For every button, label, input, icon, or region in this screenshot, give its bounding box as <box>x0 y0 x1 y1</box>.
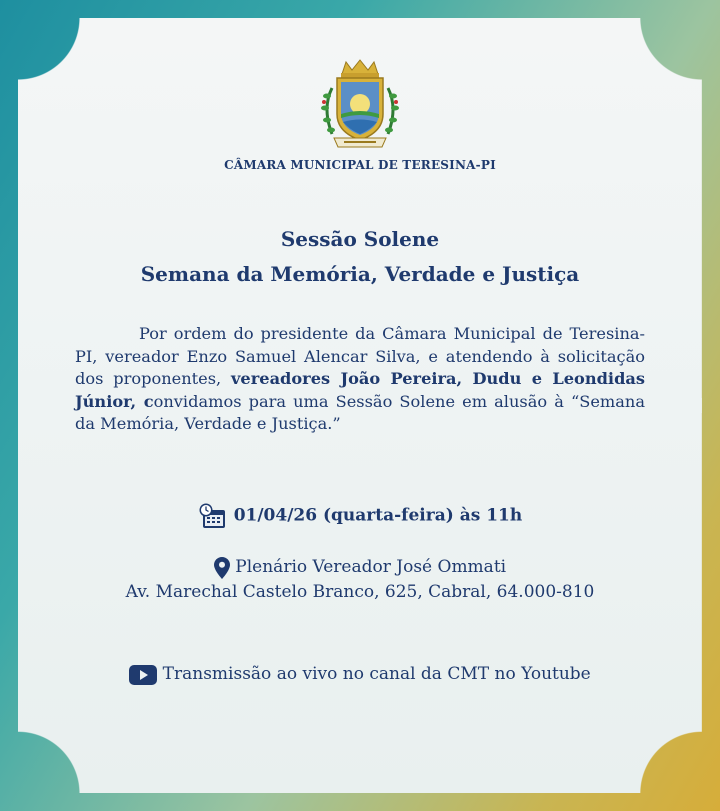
location-pin-icon <box>214 557 230 579</box>
event-location <box>0 555 720 605</box>
youtube-icon <box>129 665 157 685</box>
event-title: Sessão Solene <box>280 227 440 251</box>
live-stream-info <box>0 664 720 685</box>
venue-line <box>0 555 720 580</box>
body-text-proponents: vereadores João Pereira, Dudu e Leondidas Júnior, c <box>75 369 645 411</box>
event-subtitle: Semana da Memória, Verdade e Justiça <box>140 262 580 286</box>
calendar-clock-icon <box>198 503 228 529</box>
body-text-invitation: onvidamos para uma Sessão Solene em alusão à “Semana da Memória, Verdade e Justiça.” <box>75 391 645 433</box>
venue-address: Av. Marechal Castelo Branco, 625, Cabral, 64.000-810 <box>125 582 595 602</box>
event-date <box>0 503 720 529</box>
body-text-intro: Por ordem do presidente da Câmara Municipal de Teresina-PI, vereador Enzo Samuel Alencar Silva, e atendendo à solicitação dos proponentes, <box>75 324 645 388</box>
organization-name: CÂMARA MUNICIPAL DE TERESINA-PI <box>224 158 496 172</box>
venue-name: Plenário Vereador José Ommati <box>235 557 507 577</box>
invitation-body <box>75 323 645 436</box>
event-date-text: 01/04/26 (quarta-feira) às 11h <box>233 505 523 526</box>
municipal-seal-icon <box>310 58 410 154</box>
live-stream-text: Transmissão ao vivo no canal da CMT no Youtube <box>162 664 591 684</box>
